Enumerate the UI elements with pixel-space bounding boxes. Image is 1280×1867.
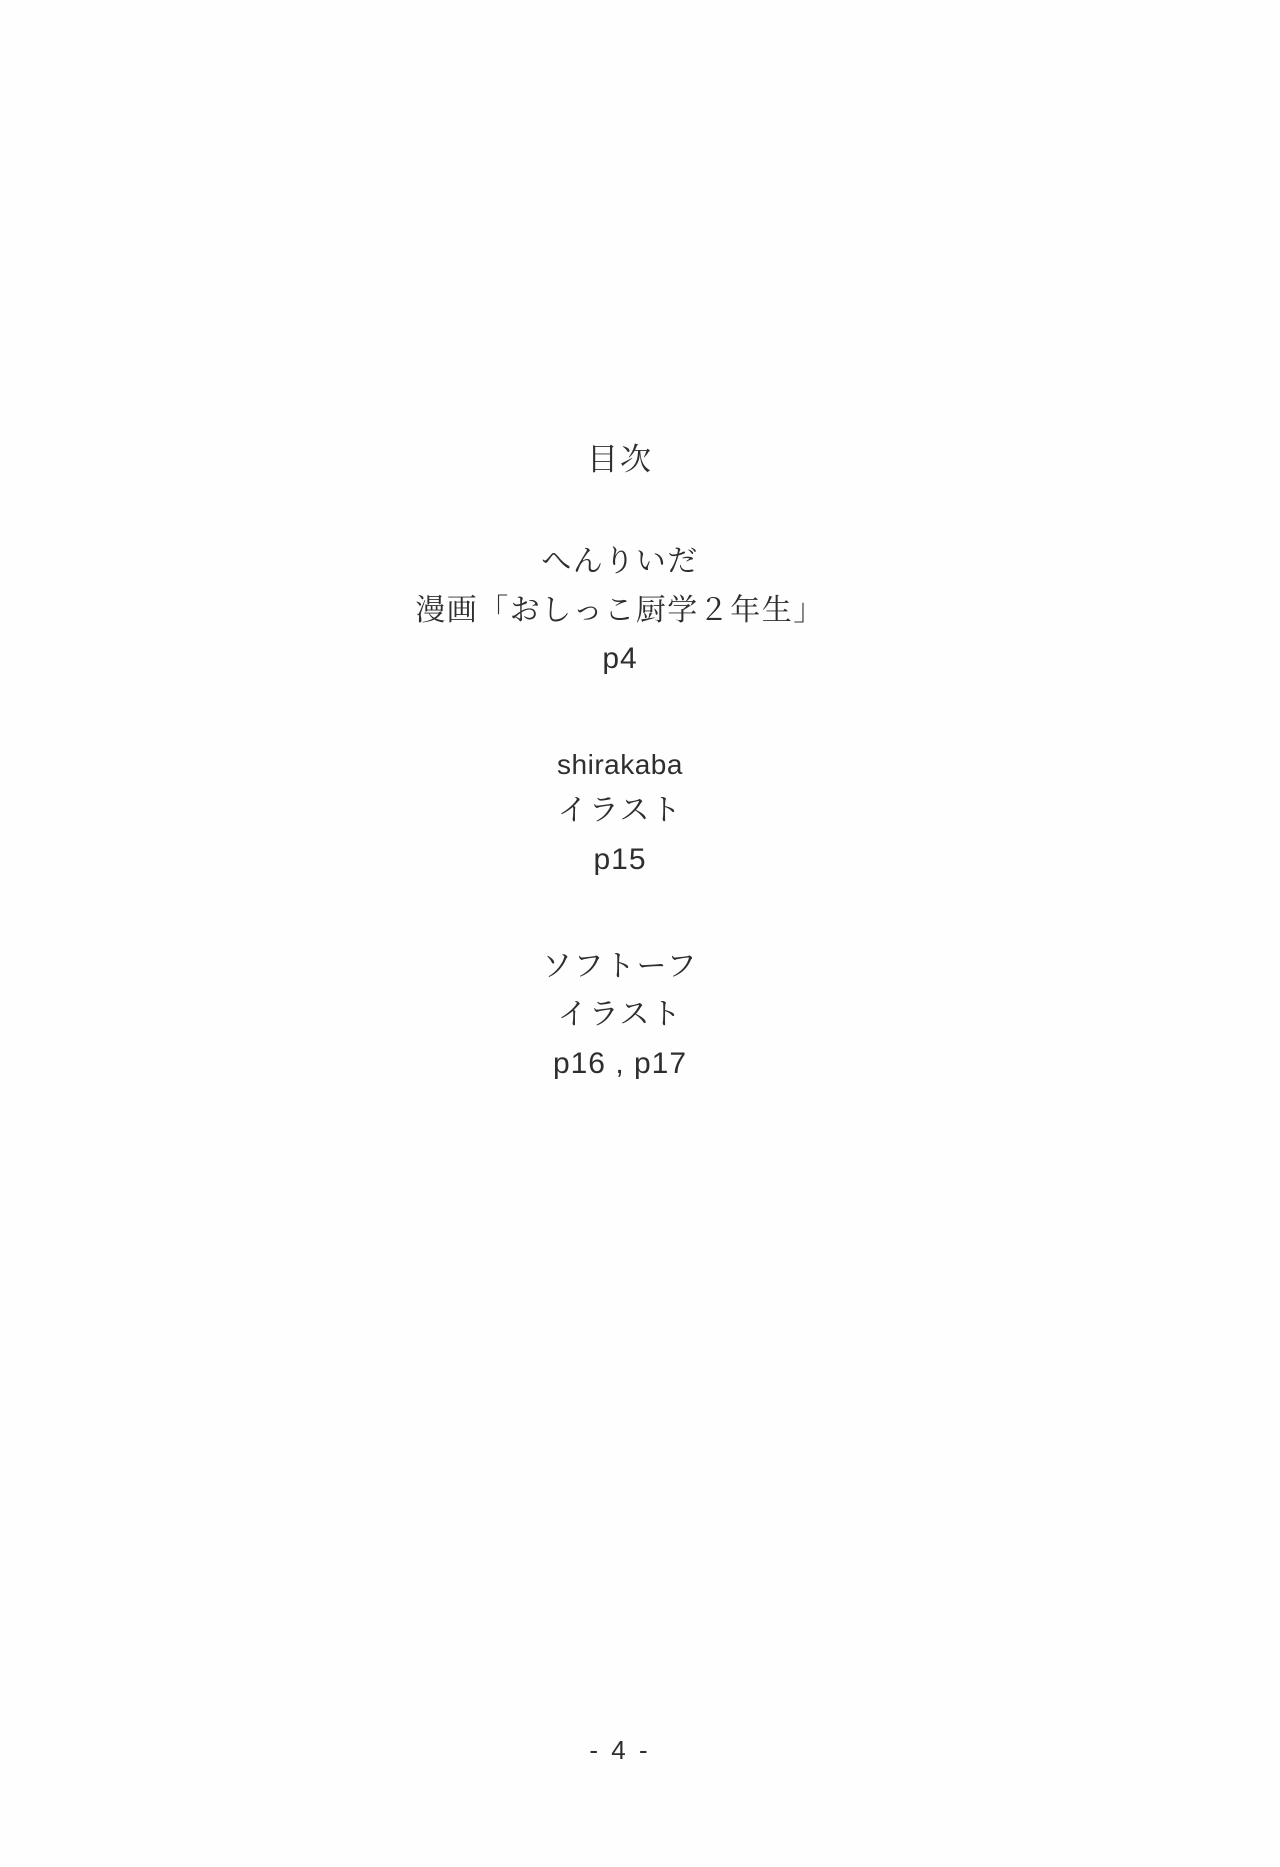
toc-entry-pages: p4: [602, 642, 638, 676]
toc-entry-author: ソフトーフ: [542, 949, 698, 983]
toc-entry-work: イラスト: [557, 794, 683, 828]
toc-entry: [0, 538, 1240, 684]
toc-entry: [0, 742, 1240, 885]
table-of-contents: [0, 440, 1240, 1088]
page-title: 目次: [587, 442, 653, 477]
toc-entry-work: イラスト: [557, 998, 683, 1032]
toc-entry-pages: p15: [593, 843, 647, 877]
toc-entry-work: 漫画「おしっこ厨学２年生」: [415, 593, 825, 627]
page-number: - 4 -: [589, 1735, 651, 1765]
toc-entry: [0, 943, 1240, 1089]
toc-entry-author: shirakaba: [557, 749, 683, 781]
toc-entry-author: へんりいだ: [541, 545, 699, 579]
toc-entry-pages: p16 , p17: [552, 1046, 688, 1080]
